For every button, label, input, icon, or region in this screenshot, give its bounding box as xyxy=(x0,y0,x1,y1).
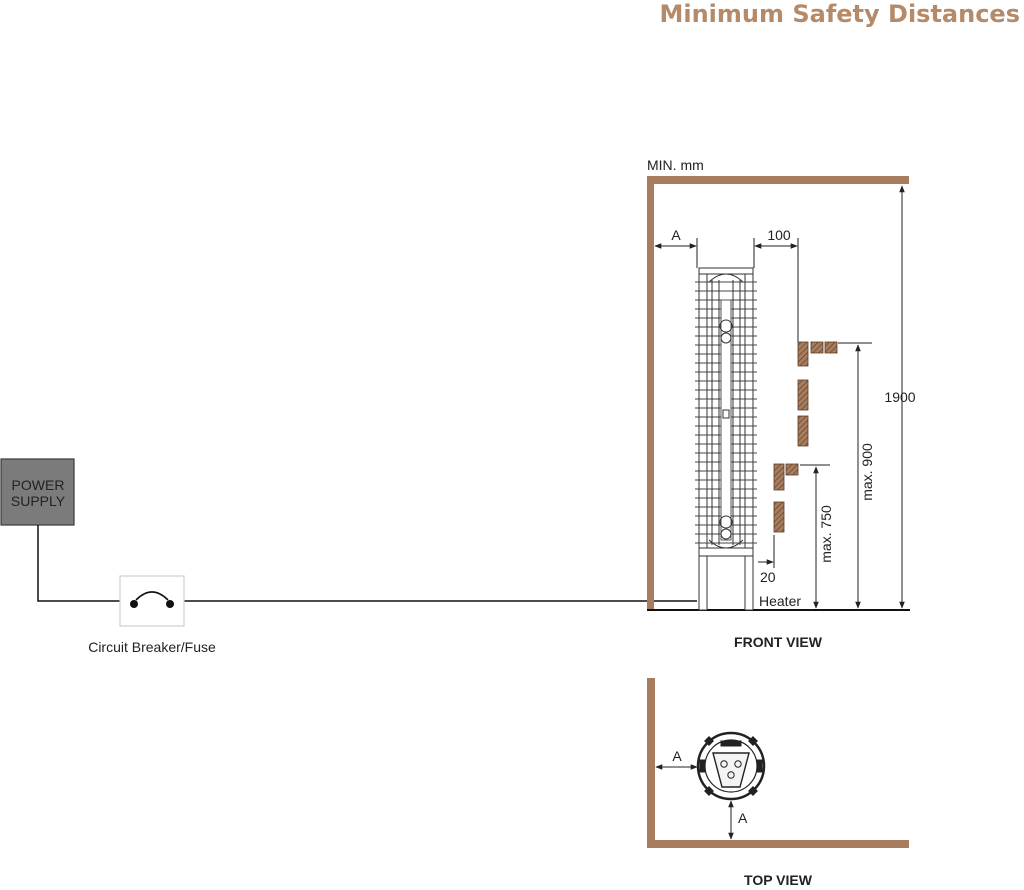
dimension-max-900-label: max. 900 xyxy=(859,443,875,501)
heater-label: Heater xyxy=(759,593,802,609)
dimension-1900-label: 1900 xyxy=(884,389,916,405)
dimension-a-top-bottom-label: A xyxy=(738,810,748,826)
dimension-a-top-left-label: A xyxy=(672,748,682,764)
circuit-breaker-label: Circuit Breaker/Fuse xyxy=(88,639,216,655)
unit-label: MIN. mm xyxy=(647,157,704,173)
front-view-caption: FRONT VIEW xyxy=(734,634,822,650)
heater-top xyxy=(698,733,764,799)
dimension-20 xyxy=(758,535,774,568)
dimension-100-label: 100 xyxy=(767,227,791,243)
front-view-side-wall xyxy=(647,176,654,610)
power-supply-label-line2: SUPPLY xyxy=(10,493,66,509)
dimension-a-front-label: A xyxy=(671,227,681,243)
page-title: Minimum Safety Distances xyxy=(659,0,1020,28)
circuit-breaker-symbol xyxy=(120,576,184,626)
dimension-20-label: 20 xyxy=(760,569,776,585)
wood-block-upper-group xyxy=(798,342,837,446)
power-supply-label-line1: POWER xyxy=(11,477,65,493)
heater-front xyxy=(695,268,757,610)
power-supply-box xyxy=(1,459,74,525)
dimension-100 xyxy=(754,238,798,342)
top-view-caption: TOP VIEW xyxy=(744,872,812,888)
wood-block-lower-group xyxy=(774,464,798,532)
top-view-back-wall xyxy=(647,840,909,848)
front-view-ceiling xyxy=(647,176,909,184)
supply-cable xyxy=(38,525,120,601)
dimension-max-750-label: max. 750 xyxy=(818,505,834,563)
top-view-side-wall xyxy=(647,678,655,848)
